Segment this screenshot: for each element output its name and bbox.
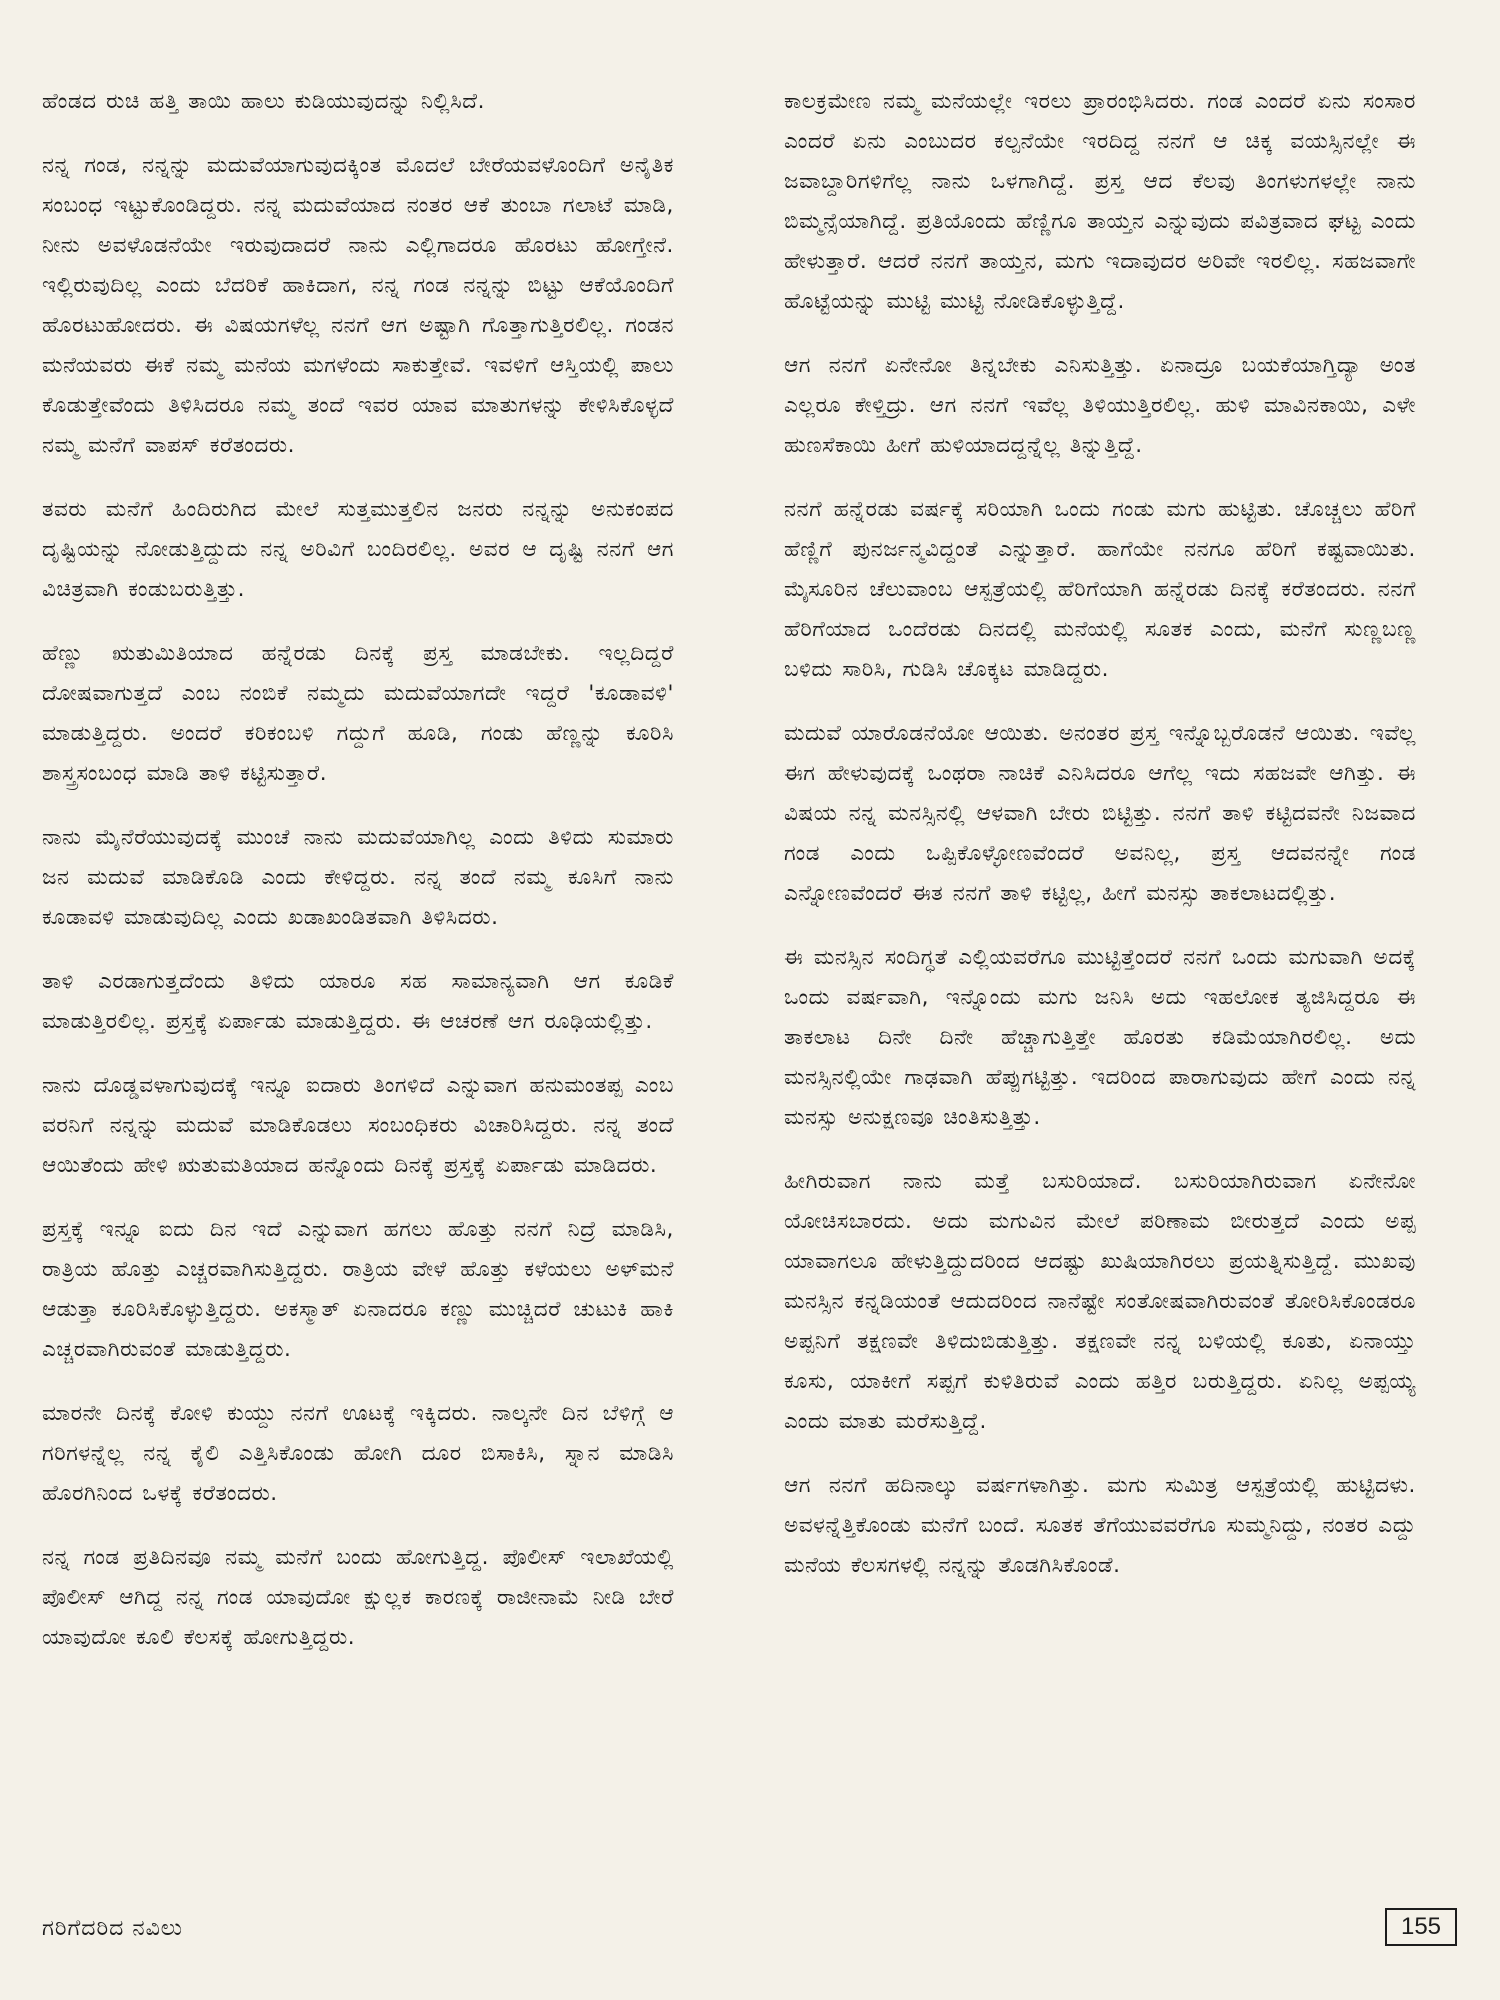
paragraph: ತಾಳಿ ಎರಡಾಗುತ್ತದೆಂದು ತಿಳಿದು ಯಾರೂ ಸಹ ಸಾಮಾನ್ಯವಾಗಿ ಆಗ ಕೂಡಿಕೆ ಮಾಡುತ್ತಿರಲಿಲ್ಲ. ಪ್ರಸ್ತಕ್ಕೆ ಏರ್ಪಾಡು ಮಾಡುತ್ತಿದ್ದರು. ಈ ಆಚರಣೆ ಆಗ ರೂಢಿಯಲ್ಲಿತ್ತು.	[42, 969, 674, 1034]
paragraph: ನಾನು ಮೈನೆರೆಯುವುದಕ್ಕೆ ಮುಂಚೆ ನಾನು ಮದುವೆಯಾಗಿಲ್ಲ ಎಂದು ತಿಳಿದು ಸುಮಾರು ಜನ ಮದುವೆ ಮಾಡಿಕೊಡಿ ಎಂದು ಕೇಳಿದ್ದರು. ನನ್ನ ತಂದೆ ನಮ್ಮ ಕೂಸಿಗೆ ನಾನು ಕೂಡಾವಳಿ ಮಾಡುವುದಿಲ್ಲ ಎಂದು ಖಡಾಖಂಡಿತವಾಗಿ ತಿಳಿಸಿದರು.	[42, 825, 674, 930]
paragraph: ಹೆಣ್ಣು ಋತುಮಿತಿಯಾದ ಹನ್ನೆರಡು ದಿನಕ್ಕೆ ಪ್ರಸ್ತ ಮಾಡಬೇಕು. ಇಲ್ಲದಿದ್ದರೆ ದೋಷವಾಗುತ್ತದೆ ಎಂಬ ನಂಬಿಕೆ ನಮ್ಮದು ಮದುವೆಯಾಗದೇ ಇದ್ದರೆ 'ಕೂಡಾವಳಿ' ಮಾಡುತ್ತಿದ್ದರು. ಅಂದರೆ ಕರಿಕಂಬಳಿ ಗದ್ದುಗೆ ಹೂಡಿ, ಗಂಡು ಹೆಣ್ಣನ್ನು ಕೂರಿಸಿ ಶಾಸ್ತ್ರಸಂಬಂಧ ಮಾಡಿ ತಾಳಿ ಕಟ್ಟಿಸುತ್ತಾರೆ.	[42, 641, 674, 786]
paragraph: ಪ್ರಸ್ತಕ್ಕೆ ಇನ್ನೂ ಐದು ದಿನ ಇದೆ ಎನ್ನುವಾಗ ಹಗಲು ಹೊತ್ತು ನನಗೆ ನಿದ್ರೆ ಮಾಡಿಸಿ, ರಾತ್ರಿಯ ಹೊತ್ತು ಎಚ್ಚರವಾಗಿಸುತ್ತಿದ್ದರು. ರಾತ್ರಿಯ ವೇಳೆ ಹೊತ್ತು ಕಳೆಯಲು ಅಳ್‌ಮನೆ ಆಡುತ್ತಾ ಕೂರಿಸಿಕೊಳ್ಳುತ್ತಿದ್ದರು. ಅಕಸ್ಮಾತ್ ಏನಾದರೂ ಕಣ್ಣು ಮುಚ್ಚಿದರೆ ಚುಟುಕಿ ಹಾಕಿ ಎಚ್ಚರವಾಗಿರುವಂತೆ ಮಾಡುತ್ತಿದ್ದರು.	[42, 1217, 674, 1362]
paragraph: ಮಾರನೇ ದಿನಕ್ಕೆ ಕೋಳಿ ಕುಯ್ದು ನನಗೆ ಊಟಕ್ಕೆ ಇಕ್ಕಿದರು. ನಾಲ್ಕನೇ ದಿನ ಬೆಳಿಗ್ಗೆ ಆ ಗರಿಗಳನ್ನೆಲ್ಲ ನನ್ನ ಕೈಲಿ ಎತ್ತಿಸಿಕೊಂಡು ಹೋಗಿ ದೂರ ಬಿಸಾಕಿಸಿ, ಸ್ನಾನ ಮಾಡಿಸಿ ಹೊರಗಿನಿಂದ ಒಳಕ್ಕೆ ಕರೆತಂದರು.	[42, 1401, 674, 1506]
paragraph: ಈ ಮನಸ್ಸಿನ ಸಂದಿಗ್ಧತೆ ಎಲ್ಲಿಯವರೆಗೂ ಮುಟ್ಟಿತ್ತೆಂದರೆ ನನಗೆ ಒಂದು ಮಗುವಾಗಿ ಅದಕ್ಕೆ ಒಂದು ವರ್ಷವಾಗಿ, ಇನ್ನೊಂದು ಮಗು ಜನಿಸಿ ಅದು ಇಹಲೋಕ ತ್ಯಜಿಸಿದ್ದರೂ ಈ ತಾಕಲಾಟ ದಿನೇ ದಿನೇ ಹೆಚ್ಚಾಗುತ್ತಿತ್ತೇ ಹೊರತು ಕಡಿಮೆಯಾಗಿರಲಿಲ್ಲ. ಅದು ಮನಸ್ಸಿನಲ್ಲಿಯೇ ಗಾಢವಾಗಿ ಹೆಪ್ಪುಗಟ್ಟಿತ್ತು. ಇದರಿಂದ ಪಾರಾಗುವುದು ಹೇಗೆ ಎಂದು ನನ್ನ ಮನಸ್ಸು ಅನುಕ್ಷಣವೂ ಚಿಂತಿಸುತ್ತಿತ್ತು.	[784, 945, 1416, 1130]
paragraph: ನನ್ನ ಗಂಡ ಪ್ರತಿದಿನವೂ ನಮ್ಮ ಮನೆಗೆ ಬಂದು ಹೋಗುತ್ತಿದ್ದ. ಪೊಲೀಸ್ ಇಲಾಖೆಯಲ್ಲಿ ಪೊಲೀಸ್ ಆಗಿದ್ದ ನನ್ನ ಗಂಡ ಯಾವುದೋ ಕ್ಷುಲ್ಲಕ ಕಾರಣಕ್ಕೆ ರಾಜೀನಾಮೆ ನೀಡಿ ಬೇರೆ ಯಾವುದೋ ಕೂಲಿ ಕೆಲಸಕ್ಕೆ ಹೋಗುತ್ತಿದ್ದರು.	[42, 1545, 674, 1650]
paragraph: ಮದುವೆ ಯಾರೊಡನೆಯೋ ಆಯಿತು. ಅನಂತರ ಪ್ರಸ್ತ ಇನ್ನೊಬ್ಬರೊಡನೆ ಆಯಿತು. ಇವೆಲ್ಲ ಈಗ ಹೇಳುವುದಕ್ಕೆ ಒಂಥರಾ ನಾಚಿಕೆ ಎನಿಸಿದರೂ ಆಗೆಲ್ಲ ಇದು ಸಹಜವೇ ಆಗಿತ್ತು. ಈ ವಿಷಯ ನನ್ನ ಮನಸ್ಸಿನಲ್ಲಿ ಆಳವಾಗಿ ಬೇರು ಬಿಟ್ಟಿತ್ತು. ನನಗೆ ತಾಳಿ ಕಟ್ಟಿದವನೇ ನಿಜವಾದ ಗಂಡ ಎಂದು ಒಪ್ಪಿಕೊಳ್ಳೋಣವೆಂದರೆ ಅವನಿಲ್ಲ, ಪ್ರಸ್ತ ಆದವನನ್ನೇ ಗಂಡ ಎನ್ನೋಣವೆಂದರೆ ಈತ ನನಗೆ ತಾಳಿ ಕಟ್ಟಿಲ್ಲ, ಹೀಗೆ ಮನಸ್ಸು ತಾಕಲಾಟದಲ್ಲಿತ್ತು.	[784, 721, 1416, 906]
paragraph: ತವರು ಮನೆಗೆ ಹಿಂದಿರುಗಿದ ಮೇಲೆ ಸುತ್ತಮುತ್ತಲಿನ ಜನರು ನನ್ನನ್ನು ಅನುಕಂಪದ ದೃಷ್ಟಿಯನ್ನು ನೋಡುತ್ತಿದ್ದುದು ನನ್ನ ಅರಿವಿಗೆ ಬಂದಿರಲಿಲ್ಲ. ಅವರ ಆ ದೃಷ್ಟಿ ನನಗೆ ಆಗ ವಿಚಿತ್ರವಾಗಿ ಕಂಡುಬರುತ್ತಿತ್ತು.	[42, 497, 674, 602]
paragraph: ಕಾಲಕ್ರಮೇಣ ನಮ್ಮ ಮನೆಯಲ್ಲೇ ಇರಲು ಪ್ರಾರಂಭಿಸಿದರು. ಗಂಡ ಎಂದರೆ ಏನು ಸಂಸಾರ ಎಂದರೆ ಏನು ಎಂಬುದರ ಕಲ್ಪನೆಯೇ ಇರದಿದ್ದ ನನಗೆ ಆ ಚಿಕ್ಕ ವಯಸ್ಸಿನಲ್ಲೇ ಈ ಜವಾಬ್ದಾರಿಗಳಿಗೆಲ್ಲ ನಾನು ಒಳಗಾಗಿದ್ದೆ. ಪ್ರಸ್ತ ಆದ ಕೆಲವು ತಿಂಗಳುಗಳಲ್ಲೇ ನಾನು ಬಿಮ್ಮನ್ಸೆಯಾಗಿದ್ದೆ. ಪ್ರತಿಯೊಂದು ಹೆಣ್ಣಿಗೂ ತಾಯ್ತನ ಎನ್ನುವುದು ಪವಿತ್ರವಾದ ಘಟ್ಟ ಎಂದು ಹೇಳುತ್ತಾರೆ. ಆದರೆ ನನಗೆ ತಾಯ್ತನ, ಮಗು ಇದಾವುದರ ಅರಿವೇ ಇರಲಿಲ್ಲ. ಸಹಜವಾಗೇ ಹೊಟ್ಟೆಯನ್ನು ಮುಟ್ಟಿ ಮುಟ್ಟಿ ನೋಡಿಕೊಳ್ಳುತ್ತಿದ್ದೆ.	[784, 89, 1416, 314]
page-number-box: 155	[1385, 1908, 1457, 1946]
paragraph: ಆಗ ನನಗೆ ಹದಿನಾಲ್ಕು ವರ್ಷಗಳಾಗಿತ್ತು. ಮಗು ಸುಮಿತ್ರ ಆಸ್ಪತ್ರೆಯಲ್ಲಿ ಹುಟ್ಟಿದಳು. ಅವಳನ್ನೆತ್ತಿಕೊಂಡು ಮನೆಗೆ ಬಂದೆ. ಸೂತಕ ತೆಗೆಯುವವರೆಗೂ ಸುಮ್ಮನಿದ್ದು, ನಂತರ ಎದ್ದು ಮನೆಯ ಕೆಲಸಗಳಲ್ಲಿ ನನ್ನನ್ನು ತೊಡಗಿಸಿಕೊಂಡೆ.	[784, 1473, 1416, 1578]
paragraph: ಆಗ ನನಗೆ ಏನೇನೋ ತಿನ್ನಬೇಕು ಎನಿಸುತ್ತಿತ್ತು. ಏನಾದ್ರೂ ಬಯಕೆಯಾಗ್ತಿದ್ಯಾ ಅಂತ ಎಲ್ಲರೂ ಕೇಳ್ತಿದ್ರು. ಆಗ ನನಗೆ ಇವೆಲ್ಲ ತಿಳಿಯುತ್ತಿರಲಿಲ್ಲ. ಹುಳಿ ಮಾವಿನಕಾಯಿ, ಎಳೇ ಹುಣಸೆಕಾಯಿ ಹೀಗೆ ಹುಳಿಯಾದದ್ದನ್ನೆಲ್ಲ ತಿನ್ನುತ್ತಿದ್ದೆ.	[784, 353, 1416, 458]
paragraph: ನನ್ನ ಗಂಡ, ನನ್ನನ್ನು ಮದುವೆಯಾಗುವುದಕ್ಕಿಂತ ಮೊದಲೆ ಬೇರೆಯವಳೊಂದಿಗೆ ಅನೈತಿಕ ಸಂಬಂಧ ಇಟ್ಟುಕೊಂಡಿದ್ದರು. ನನ್ನ ಮದುವೆಯಾದ ನಂತರ ಆಕೆ ತುಂಬಾ ಗಲಾಟೆ ಮಾಡಿ, ನೀನು ಅವಳೊಡನೆಯೇ ಇರುವುದಾದರೆ ನಾನು ಎಲ್ಲಿಗಾದರೂ ಹೊರಟು ಹೋಗ್ತೇನೆ. ಇಲ್ಲಿರುವುದಿಲ್ಲ ಎಂದು ಬೆದರಿಕೆ ಹಾಕಿದಾಗ, ನನ್ನ ಗಂಡ ನನ್ನನ್ನು ಬಿಟ್ಟು ಆಕೆಯೊಂದಿಗೆ ಹೊರಟುಹೋದರು. ಈ ವಿಷಯಗಳೆಲ್ಲ ನನಗೆ ಆಗ ಅಷ್ಟಾಗಿ ಗೊತ್ತಾಗುತ್ತಿರಲಿಲ್ಲ. ಗಂಡನ ಮನೆಯವರು ಈಕೆ ನಮ್ಮ ಮನೆಯ ಮಗಳೆಂದು ಸಾಕುತ್ತೇವೆ. ಇವಳಿಗೆ ಆಸ್ತಿಯಲ್ಲಿ ಪಾಲು ಕೊಡುತ್ತೇವೆಂದು ತಿಳಿಸಿದರೂ ನಮ್ಮ ತಂದೆ ಇವರ ಯಾವ ಮಾತುಗಳನ್ನು ಕೇಳಿಸಿಕೊಳ್ಳದೆ ನಮ್ಮ ಮನೆಗೆ ವಾಪಸ್ ಕರೆತಂದರು.	[42, 153, 674, 458]
paragraph: ಹೀಗಿರುವಾಗ ನಾನು ಮತ್ತೆ ಬಸುರಿಯಾದೆ. ಬಸುರಿಯಾಗಿರುವಾಗ ಏನೇನೋ ಯೋಚಿಸಬಾರದು. ಅದು ಮಗುವಿನ ಮೇಲೆ ಪರಿಣಾಮ ಬೀರುತ್ತದೆ ಎಂದು ಅಪ್ಪ ಯಾವಾಗಲೂ ಹೇಳುತ್ತಿದ್ದುದರಿಂದ ಆದಷ್ಟು ಖುಷಿಯಾಗಿರಲು ಪ್ರಯತ್ನಿಸುತ್ತಿದ್ದೆ. ಮುಖವು ಮನಸ್ಸಿನ ಕನ್ನಡಿಯಂತೆ ಆದುದರಿಂದ ನಾನೆಷ್ಟೇ ಸಂತೋಷವಾಗಿರುವಂತೆ ತೋರಿಸಿಕೊಂಡರೂ ಅಪ್ಪನಿಗೆ ತಕ್ಷಣವೇ ತಿಳಿದುಬಿಡುತ್ತಿತ್ತು. ತಕ್ಷಣವೇ ನನ್ನ ಬಳಿಯಲ್ಲಿ ಕೂತು, ಏನಾಯ್ತು ಕೂಸು, ಯಾಕೀಗೆ ಸಪ್ಪಗೆ ಕುಳಿತಿರುವೆ ಎಂದು ಹತ್ತಿರ ಬರುತ್ತಿದ್ದರು. ಏನಿಲ್ಲ ಅಪ್ಪಯ್ಯ ಎಂದು ಮಾತು ಮರೆಸುತ್ತಿದ್ದೆ.	[784, 1169, 1416, 1434]
right-column	[784, 82, 1416, 1610]
paragraph: ನಾನು ದೊಡ್ಡವಳಾಗುವುದಕ್ಕೆ ಇನ್ನೂ ಐದಾರು ತಿಂಗಳಿದೆ ಎನ್ನುವಾಗ ಹನುಮಂತಪ್ಪ ಎಂಬ ವರನಿಗೆ ನನ್ನನ್ನು ಮದುವೆ ಮಾಡಿಕೊಡಲು ಸಂಬಂಧಿಕರು ವಿಚಾರಿಸಿದ್ದರು. ನನ್ನ ತಂದೆ ಆಯಿತೆಂದು ಹೇಳಿ ಋತುಮತಿಯಾದ ಹನ್ನೊಂದು ದಿನಕ್ಕೆ ಪ್ರಸ್ತಕ್ಕೆ ಏರ್ಪಾಡು ಮಾಡಿದರು.	[42, 1073, 674, 1178]
book-title-footer: ಗರಿಗೆದರಿದ ನವಿಲು	[42, 1916, 184, 1941]
paragraph: ನನಗೆ ಹನ್ನೆರಡು ವರ್ಷಕ್ಕೆ ಸರಿಯಾಗಿ ಒಂದು ಗಂಡು ಮಗು ಹುಟ್ಟಿತು. ಚೊಚ್ಚಲು ಹೆರಿಗೆ ಹೆಣ್ಣಿಗೆ ಪುನರ್ಜನ್ಮವಿದ್ದಂತೆ ಎನ್ನುತ್ತಾರೆ. ಹಾಗೆಯೇ ನನಗೂ ಹೆರಿಗೆ ಕಷ್ಟವಾಯಿತು. ಮೈಸೂರಿನ ಚೆಲುವಾಂಬ ಆಸ್ಪತ್ರೆಯಲ್ಲಿ ಹೆರಿಗೆಯಾಗಿ ಹನ್ನೆರಡು ದಿನಕ್ಕೆ ಕರೆತಂದರು. ನನಗೆ ಹೆರಿಗೆಯಾದ ಒಂದೆರಡು ದಿನದಲ್ಲಿ ಮನೆಯಲ್ಲಿ ಸೂತಕ ಎಂದು, ಮನೆಗೆ ಸುಣ್ಣಬಣ್ಣ ಬಳಿದು ಸಾರಿಸಿ, ಗುಡಿಸಿ ಚೊಕ್ಕಟ ಮಾಡಿದ್ದರು.	[784, 497, 1416, 682]
paragraph: ಹೆಂಡದ ರುಚಿ ಹತ್ತಿ ತಾಯಿ ಹಾಲು ಕುಡಿಯುವುದನ್ನು ನಿಲ್ಲಿಸಿದೆ.	[42, 89, 486, 114]
left-column	[42, 82, 674, 1682]
